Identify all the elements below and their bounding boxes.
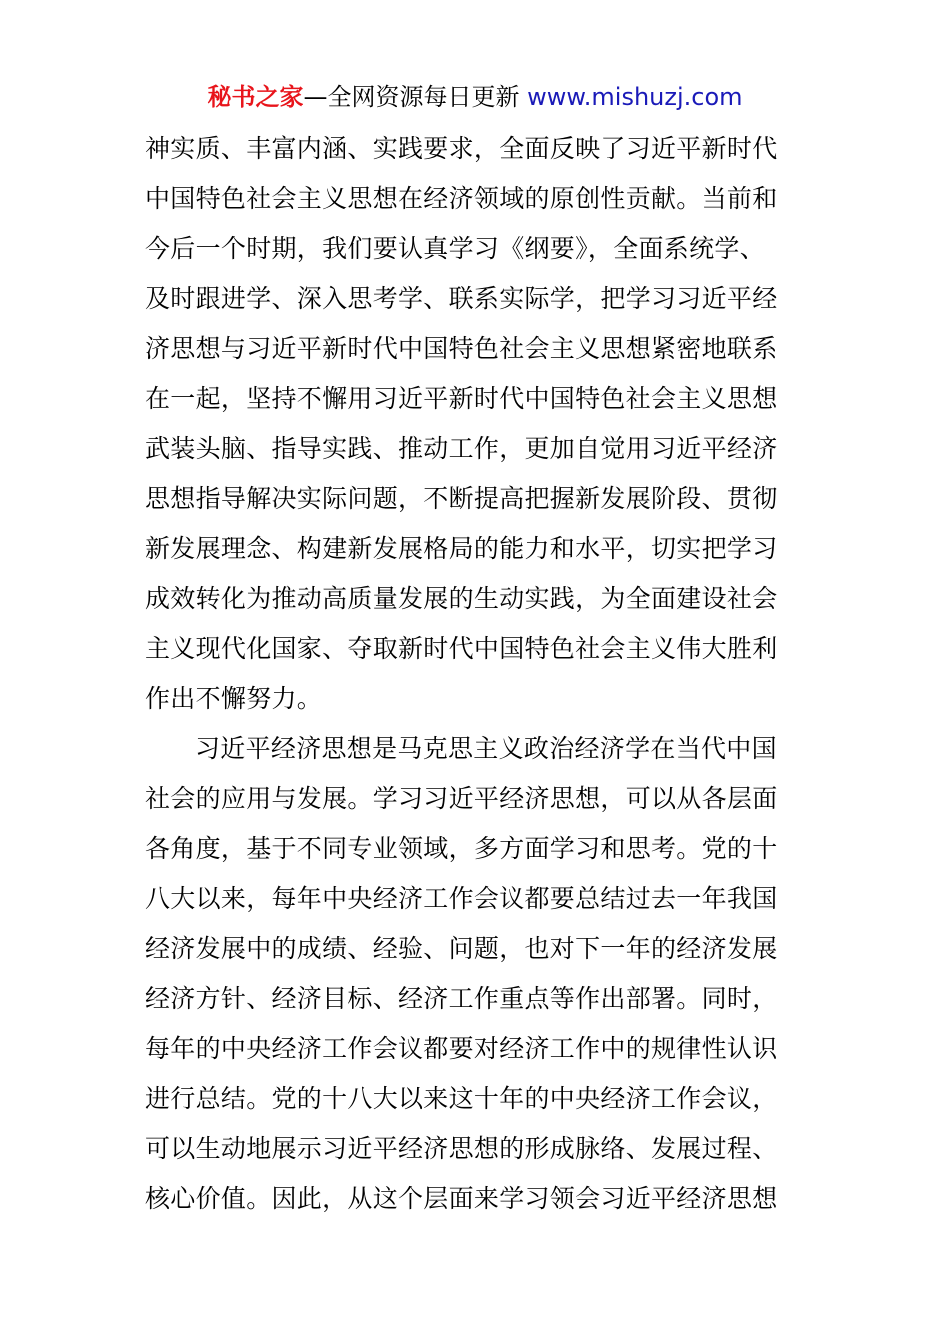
- text-line: 中国特色社会主义思想在经济领域的原创性贡献。当前和: [145, 184, 778, 213]
- text-line: 进行总结。党的十八大以来这十年的中央经济工作会议，: [145, 1084, 778, 1113]
- text-line: 今后一个时期，我们要认真学习《纲要》，全面系统学、: [145, 234, 766, 263]
- text-line: 武装头脑、指导实践、推动工作，更加自觉用习近平经济: [145, 434, 778, 463]
- text-line: 主义现代化国家、夺取新时代中国特色社会主义伟大胜利: [145, 634, 778, 663]
- header-tagline: —全网资源每日更新: [303, 83, 520, 111]
- text-line: 济思想与习近平新时代中国特色社会主义思想紧密地联系: [145, 334, 778, 363]
- text-line: 成效转化为推动高质量发展的生动实践，为全面建设社会: [145, 584, 778, 613]
- page-header: [0, 80, 950, 114]
- document-body: [145, 124, 805, 1224]
- paragraph: [145, 124, 805, 724]
- text-line: 社会的应用与发展。学习习近平经济思想，可以从各层面: [145, 784, 778, 813]
- text-line: 及时跟进学、深入思考学、联系实际学，把学习习近平经: [145, 284, 778, 313]
- text-line: 经济发展中的成绩、经验、问题，也对下一年的经济发展: [145, 934, 778, 963]
- text-line: 作出不懈努力。: [145, 684, 323, 713]
- text-line: 神实质、丰富内涵、实践要求，全面反映了习近平新时代: [145, 134, 778, 163]
- text-line: 核心价值。因此，从这个层面来学习领会习近平经济思想: [145, 1184, 778, 1213]
- text-line: 经济方针、经济目标、经济工作重点等作出部署。同时，: [145, 984, 778, 1013]
- text-line: 思想指导解决实际问题，不断提高把握新发展阶段、贯彻: [145, 484, 778, 513]
- text-line: 新发展理念、构建新发展格局的能力和水平，切实把学习: [145, 534, 778, 563]
- site-url[interactable]: www.mishuzj.com: [527, 83, 743, 111]
- brand-name: 秘书之家: [207, 83, 304, 111]
- text-line: 每年的中央经济工作会议都要对经济工作中的规律性认识: [145, 1034, 778, 1063]
- text-line: 在一起，坚持不懈用习近平新时代中国特色社会主义思想: [145, 384, 778, 413]
- text-line: 八大以来，每年中央经济工作会议都要总结过去一年我国: [145, 884, 778, 913]
- paragraph: [145, 724, 805, 1224]
- text-line: 可以生动地展示习近平经济思想的形成脉络、发展过程、: [145, 1134, 778, 1163]
- text-line: 习近平经济思想是马克思主义政治经济学在当代中国: [195, 734, 777, 763]
- text-line: 各角度，基于不同专业领域，多方面学习和思考。党的十: [145, 834, 778, 863]
